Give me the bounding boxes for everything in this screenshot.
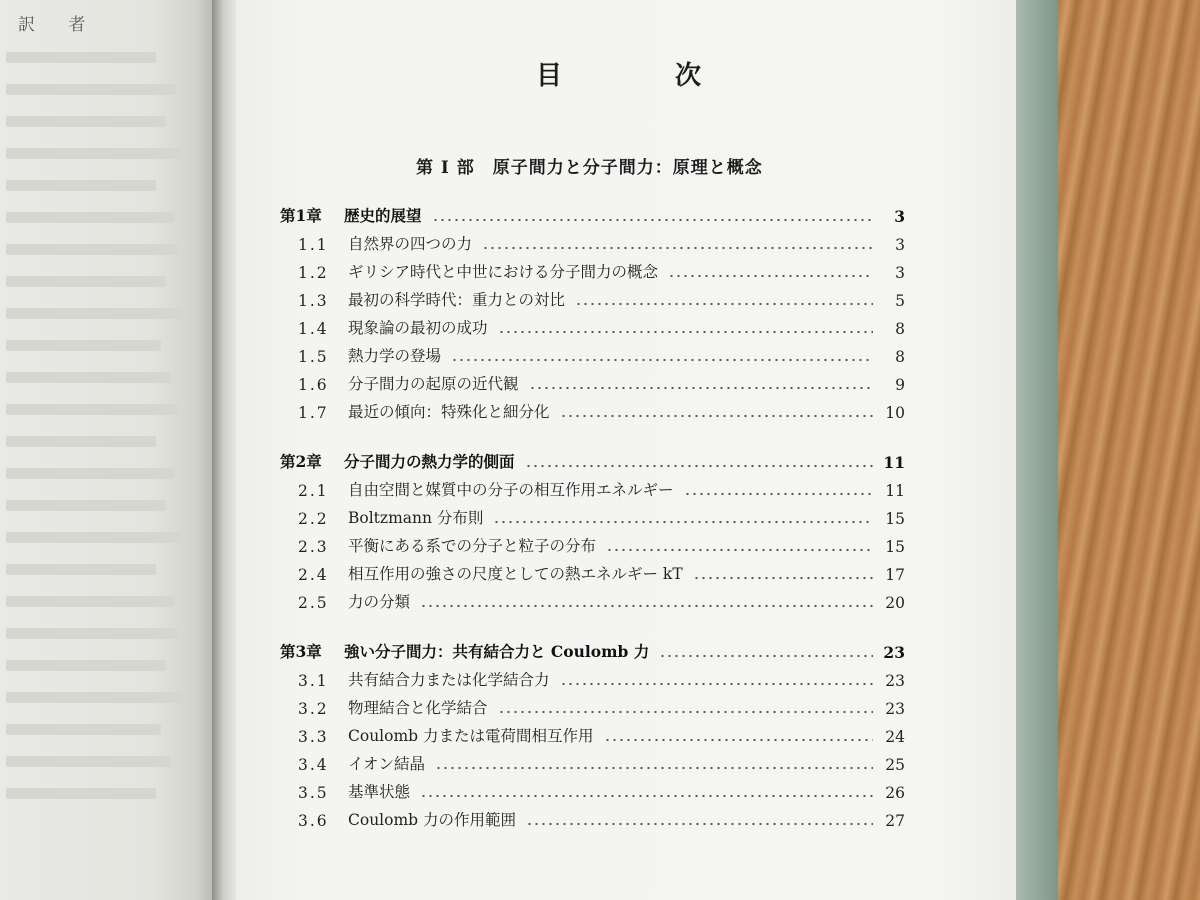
section-number: 2.1	[298, 482, 329, 500]
chapter-number: 第1章	[280, 206, 322, 225]
page-number: 3	[895, 236, 905, 254]
chapter-number: 第2章	[280, 452, 322, 471]
toc-section-2-4[interactable]	[280, 558, 905, 584]
toc-page	[236, 0, 1016, 900]
section-title: 最初の科学時代：重力との対比	[348, 291, 566, 309]
section-number: 2.2	[298, 510, 329, 528]
toc-section-1-4[interactable]	[280, 312, 905, 338]
section-title: 基準状態	[348, 783, 411, 801]
chapter-title: 強い分子間力：共有結合力と Coulomb 力	[344, 642, 650, 661]
toc-title: 目 次	[536, 61, 754, 91]
section-title: 自然界の四つの力	[348, 235, 473, 253]
toc-section-1-6[interactable]	[280, 368, 905, 394]
chapter-title: 歴史的展望	[344, 206, 422, 225]
leader-dots	[575, 296, 873, 306]
leader-dots	[526, 816, 873, 826]
toc-section-2-3[interactable]	[280, 530, 905, 556]
page-number: 3	[895, 264, 905, 282]
section-title: 物理結合と化学結合	[348, 699, 488, 717]
chapter-number: 第3章	[280, 642, 322, 661]
leader-dots	[525, 458, 873, 468]
section-number: 2.4	[298, 566, 329, 584]
section-number: 3.5	[298, 784, 329, 802]
leader-dots	[693, 570, 873, 580]
section-number: 3.4	[298, 756, 329, 774]
leader-dots	[432, 212, 873, 222]
leader-dots	[498, 324, 873, 334]
leader-dots	[420, 788, 873, 798]
leader-dots	[435, 760, 873, 770]
left-page	[0, 0, 214, 900]
book-gutter	[212, 0, 238, 900]
section-number: 1.6	[298, 376, 329, 394]
left-page-header: 訳 者	[18, 15, 100, 35]
page-number: 25	[885, 756, 905, 774]
toc-section-1-2[interactable]	[280, 256, 905, 282]
section-number: 1.7	[298, 404, 329, 422]
page-number: 10	[885, 404, 905, 422]
toc-section-2-1[interactable]	[280, 474, 905, 500]
section-number: 3.2	[298, 700, 329, 718]
toc-section-3-2[interactable]	[280, 692, 905, 718]
section-title: 相互作用の強さの尺度としての熱エネルギー kT	[348, 565, 683, 583]
toc-section-1-5[interactable]	[280, 340, 905, 366]
part-heading: 第 I 部 原子間力と分子間力：原理と概念	[416, 158, 763, 178]
wooden-table	[1050, 0, 1200, 900]
toc-section-3-5[interactable]	[280, 776, 905, 802]
leader-dots	[498, 704, 873, 714]
section-title: 熱力学の登場	[348, 347, 442, 365]
leader-dots	[668, 268, 873, 278]
section-title: Coulomb 力の作用範囲	[348, 811, 517, 829]
section-number: 3.6	[298, 812, 329, 830]
page-number: 23	[885, 672, 905, 690]
page-number: 11	[885, 482, 905, 500]
section-title: イオン結晶	[348, 755, 426, 773]
section-title: 自由空間と媒質中の分子の相互作用エネルギー	[348, 481, 674, 499]
page-number: 8	[895, 320, 905, 338]
section-title: ギリシア時代と中世における分子間力の概念	[348, 263, 659, 281]
page-number: 26	[885, 784, 905, 802]
leader-dots	[560, 676, 873, 686]
chapter-title: 分子間力の熱力学的側面	[344, 452, 515, 471]
leader-dots	[659, 648, 873, 658]
page-number: 8	[895, 348, 905, 366]
section-title: 力の分類	[348, 593, 411, 611]
toc-section-1-7[interactable]	[280, 396, 905, 422]
section-title: 分子間力の起原の近代観	[348, 375, 519, 393]
leader-dots	[560, 408, 873, 418]
leader-dots	[604, 732, 873, 742]
page-number: 23	[883, 643, 905, 662]
section-number: 1.2	[298, 264, 329, 282]
toc-section-3-3[interactable]	[280, 720, 905, 746]
book-cover-edge	[1010, 0, 1058, 900]
toc-section-2-5[interactable]	[280, 586, 905, 612]
page-number: 27	[885, 812, 905, 830]
section-number: 1.4	[298, 320, 329, 338]
toc-section-3-4[interactable]	[280, 748, 905, 774]
leader-dots	[451, 352, 873, 362]
section-number: 1.1	[298, 236, 329, 254]
toc-chapter-3[interactable]	[280, 636, 905, 662]
toc-chapter-2[interactable]	[280, 446, 905, 472]
leader-dots	[606, 542, 873, 552]
section-title: Boltzmann 分布則	[348, 509, 484, 527]
section-number: 2.3	[298, 538, 329, 556]
toc-section-3-1[interactable]	[280, 664, 905, 690]
section-number: 3.1	[298, 672, 329, 690]
section-title: 共有結合力または化学結合力	[348, 671, 550, 689]
page-number: 5	[895, 292, 905, 310]
page-number: 11	[883, 453, 905, 472]
page-number: 15	[885, 538, 905, 556]
toc-section-3-6[interactable]	[280, 804, 905, 830]
leader-dots	[482, 240, 873, 250]
leader-dots	[529, 380, 873, 390]
page-number: 20	[885, 594, 905, 612]
section-number: 1.3	[298, 292, 329, 310]
page-number: 24	[885, 728, 905, 746]
section-title: 平衡にある系での分子と粒子の分布	[348, 537, 597, 555]
toc-section-2-2[interactable]	[280, 502, 905, 528]
section-number: 2.5	[298, 594, 329, 612]
leader-dots	[684, 486, 873, 496]
page-number: 9	[895, 376, 905, 394]
toc-chapter-1[interactable]	[280, 200, 905, 226]
section-title: 最近の傾向：特殊化と細分化	[348, 403, 550, 421]
page-number: 15	[885, 510, 905, 528]
toc-section-1-3[interactable]	[280, 284, 905, 310]
leader-dots	[420, 598, 873, 608]
section-title: 現象論の最初の成功	[348, 319, 488, 337]
page-number: 17	[885, 566, 905, 584]
toc-section-1-1[interactable]	[280, 228, 905, 254]
page-number: 23	[885, 700, 905, 718]
section-number: 3.3	[298, 728, 329, 746]
section-title: Coulomb 力または電荷間相互作用	[348, 727, 594, 745]
leader-dots	[493, 514, 873, 524]
section-number: 1.5	[298, 348, 329, 366]
page-number: 3	[894, 207, 905, 226]
